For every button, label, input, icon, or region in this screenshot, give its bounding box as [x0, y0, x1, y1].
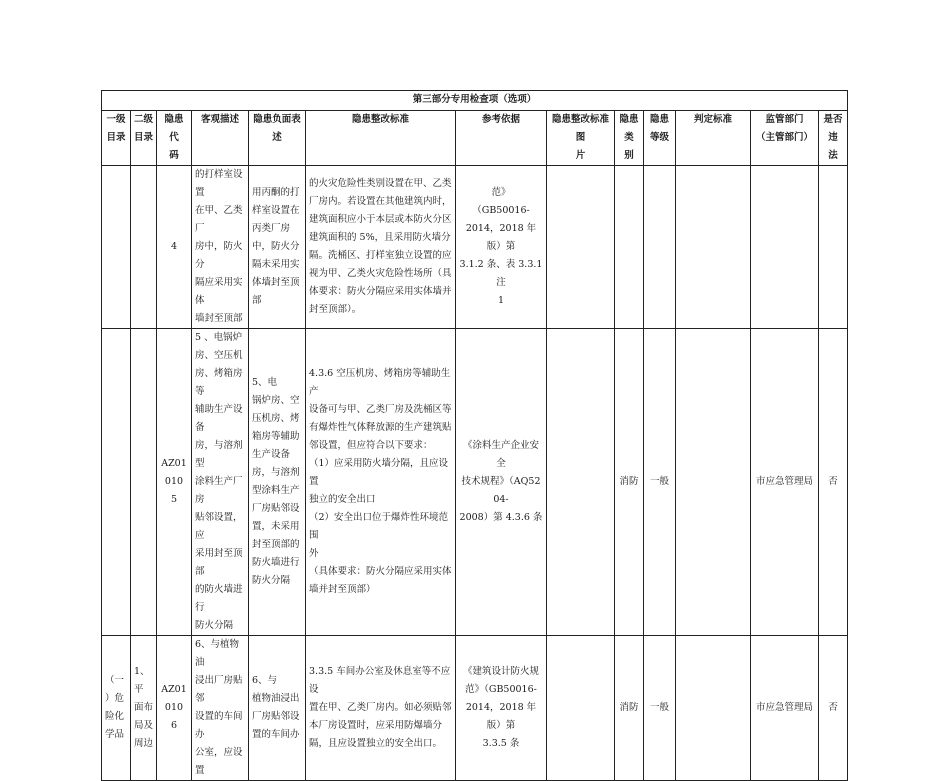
- category-cell: [615, 166, 644, 329]
- judgement-cell: [676, 166, 751, 329]
- table-row: [102, 636, 848, 781]
- header-basis: 参考依据: [456, 111, 547, 166]
- table-row: [102, 166, 848, 329]
- level1-cell: [102, 166, 131, 329]
- judgement-cell: [676, 636, 751, 781]
- basis-cell: 《建筑设计防火规 范》（GB50016- 2014，2018 年版）第 3.3.5 条: [456, 636, 547, 781]
- negative-cell: 6、与 植物油浸出 厂房贴邻设 置的车间办: [249, 636, 306, 781]
- standard-cell: 4.3.6 空压机房、烤箱房等辅助生产 设备可与甲、乙类厂房及洗桶区等 有爆炸性气体释放源的生产建筑贴 邻设置，但应符合以下要求： （1）应采用防火墙分隔，且应设置 独立的安全出口 （2）安全出口位于爆炸性环境范围 外 （具体要求：防火分隔应采用实体 墙并封至顶部）: [306, 329, 456, 636]
- table-row: [102, 329, 848, 636]
- supervisor-cell: [751, 166, 819, 329]
- section-title-row: [102, 91, 848, 111]
- header-objective: 客观描述: [192, 111, 249, 166]
- category-cell: 消防: [615, 329, 644, 636]
- header-grade: 隐患 等级: [644, 111, 676, 166]
- header-level2: 二级 目录: [131, 111, 157, 166]
- header-level1: 一级 目录: [102, 111, 131, 166]
- illegal-cell: 否: [819, 636, 848, 781]
- negative-cell: 5、电 锅炉房、空 压机房、烤 箱房等辅助 生产设备 房，与溶剂 型涂料生产 厂房贴邻设 置，未采用 封至顶部的 防火墙进行 防火分隔: [249, 329, 306, 636]
- level1-cell: [102, 329, 131, 636]
- image-cell: [547, 329, 615, 636]
- objective-cell: 的打样室设置 在甲、乙类厂 房中，防火分 隔应采用实体 墙封至顶部: [192, 166, 249, 329]
- illegal-cell: [819, 166, 848, 329]
- inspection-table: [101, 90, 848, 781]
- image-cell: [547, 166, 615, 329]
- standard-cell: 3.3.5 车间办公室及休息室等不应设 置在甲、乙类厂房内。如必须贴邻 本厂房设置时，应采用防爆墙分 隔，且应设置独立的安全出口。: [306, 636, 456, 781]
- category-cell: 消防: [615, 636, 644, 781]
- code-cell: AZ01010 6: [157, 636, 192, 781]
- judgement-cell: [676, 329, 751, 636]
- header-standard: 隐患整改标准: [306, 111, 456, 166]
- header-row: [102, 111, 848, 166]
- objective-cell: 6、与植物油 浸出厂房贴邻 设置的车间办 公室，应设置: [192, 636, 249, 781]
- supervisor-cell: 市应急管理局: [751, 636, 819, 781]
- code-cell: 4: [157, 166, 192, 329]
- header-supervisor: 监管部门 （主管部门）: [751, 111, 819, 166]
- negative-cell: 用丙酮的打 样室设置在 丙类厂房 中，防火分 隔未采用实 体墙封至顶 部: [249, 166, 306, 329]
- header-judgement: 判定标准: [676, 111, 751, 166]
- basis-cell: 《涂料生产企业安全 技术规程》（AQ5204- 2008）第 4.3.6 条: [456, 329, 547, 636]
- level2-cell: [131, 329, 157, 636]
- image-cell: [547, 636, 615, 781]
- standard-cell: 的火灾危险性类别设置在甲、乙类 厂房内。若设置在其他建筑内时， 建筑面积应小于本层或本防火分区 建筑面积的 5%，且采用防火墙分 隔。洗桶区、打样室独立设置的应 视为甲、乙类火灾危险性场所（具 体要求：防火分隔应采用实体墙并 封至顶部）。: [306, 166, 456, 329]
- objective-cell: 5 、电锅炉 房、空压机 房、烤箱房等 辅助生产设备 房，与溶剂型 涂料生产厂房 贴邻设置，应 采用封至顶部 的防火墙进行 防火分隔: [192, 329, 249, 636]
- header-negative: 隐患负面表述: [249, 111, 306, 166]
- level2-cell: [131, 166, 157, 329]
- header-category: 隐患类 别: [615, 111, 644, 166]
- header-illegal: 是否违 法: [819, 111, 848, 166]
- supervisor-cell: 市应急管理局: [751, 329, 819, 636]
- code-cell: AZ01010 5: [157, 329, 192, 636]
- basis-cell: 范》 （GB50016- 2014，2018 年版）第 3.1.2 条、表 3.3.1 注 1: [456, 166, 547, 329]
- grade-cell: 一般: [644, 329, 676, 636]
- illegal-cell: 否: [819, 329, 848, 636]
- level2-cell: 1、平 面布 局及 周边: [131, 636, 157, 781]
- grade-cell: 一般: [644, 636, 676, 781]
- section-title: 第三部分专用检查项（选项）: [102, 91, 848, 111]
- grade-cell: [644, 166, 676, 329]
- header-image: 隐患整改标准图 片: [547, 111, 615, 166]
- level1-cell: （一 ）危 险化 学品: [102, 636, 131, 781]
- header-code: 隐患代 码: [157, 111, 192, 166]
